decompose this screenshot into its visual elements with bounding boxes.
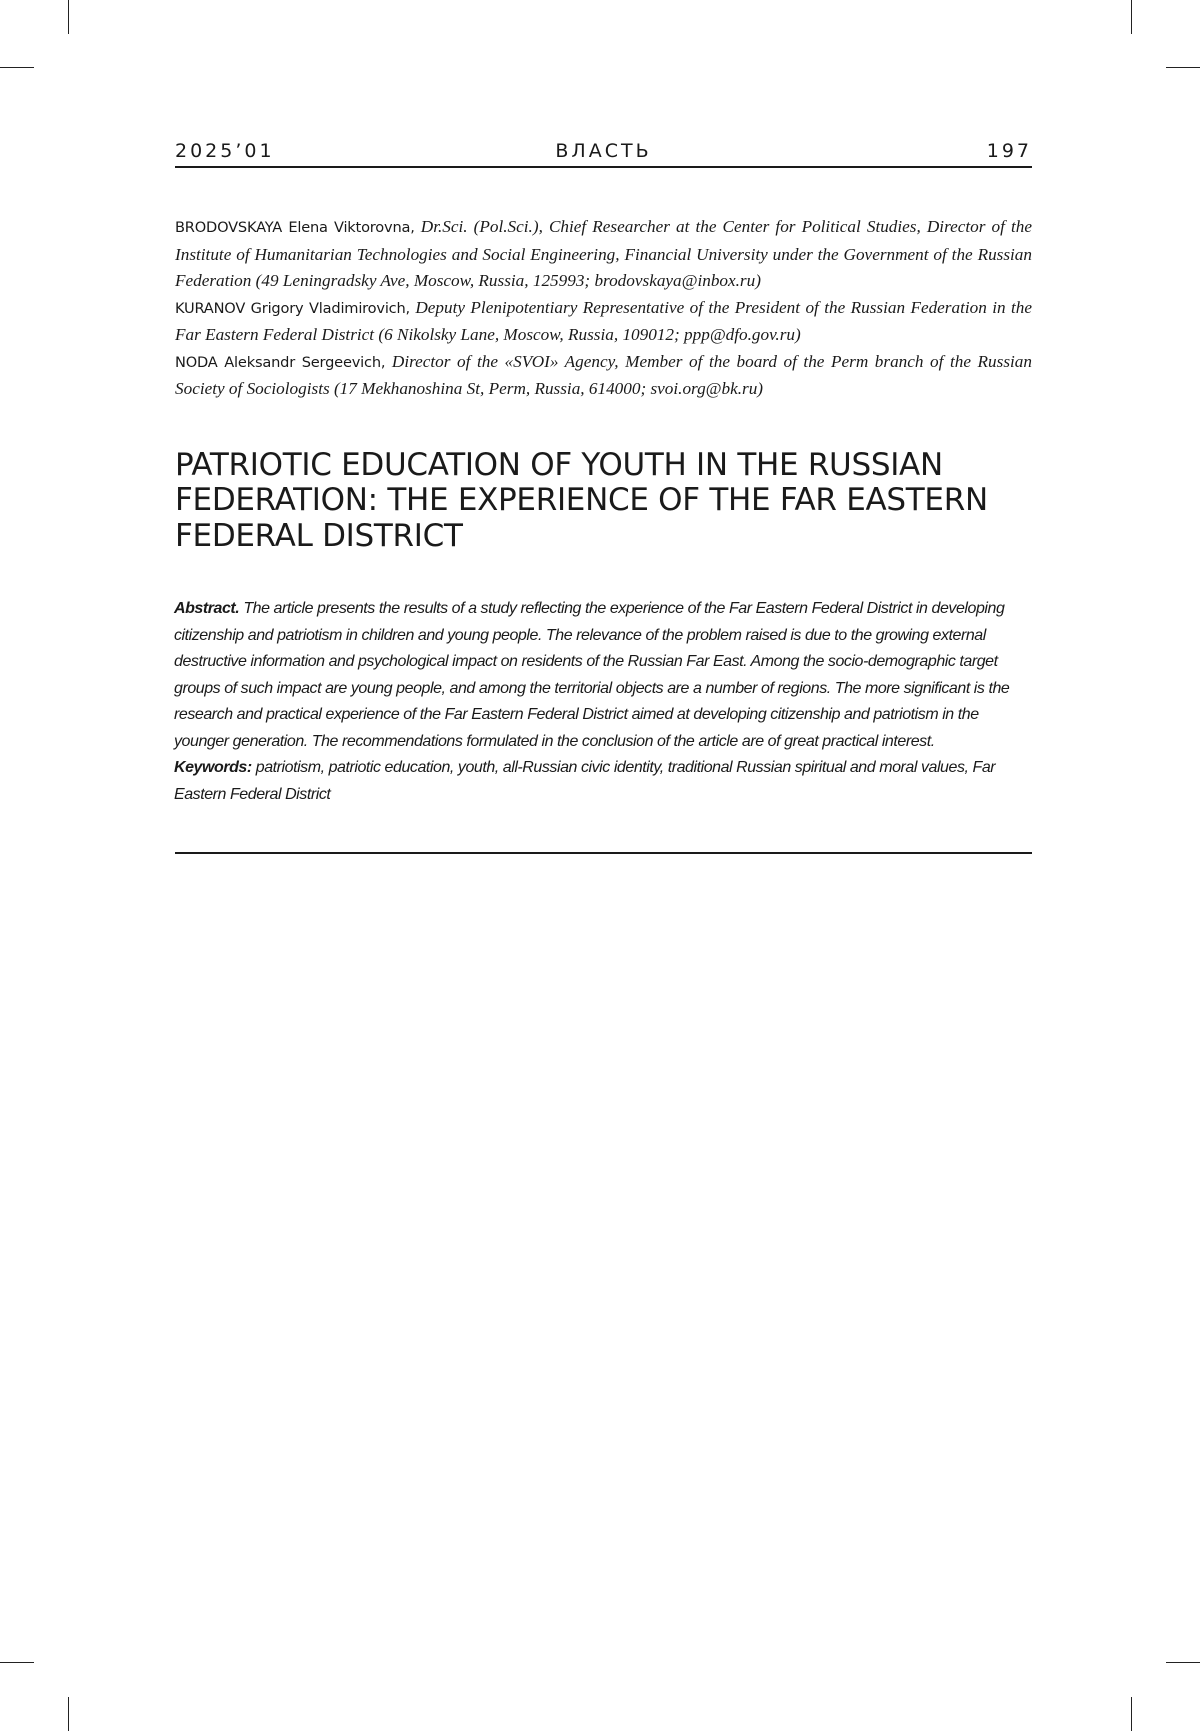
abstract-section xyxy=(174,596,1032,808)
page-number: 197 xyxy=(986,140,1032,162)
keywords-label: Keywords: xyxy=(174,759,252,776)
author-details: Dr.Sci. (Pol.Sci.), Chief Researcher at the Center for Political Studies, Director of the Institute of Humanitarian Technologies and Social Engineering, Financial University under the Government of the Russian Federation (49 Leningradsky Ave, Moscow, Russia, 125993; brodovskaya@inbox.ru) xyxy=(175,217,1032,290)
keywords xyxy=(174,755,1032,808)
crop-mark xyxy=(68,0,69,34)
journal-name: ВЛАСТЬ xyxy=(555,140,652,162)
author-details: Director of the «SVOI» Agency, Member of the board of the Perm branch of the Russian Society of Sociologists (17 Mekhanoshina St, Perm, Russia, 614000; svoi.org@bk.ru) xyxy=(175,351,1032,398)
page xyxy=(175,138,1032,854)
crop-mark xyxy=(1131,0,1132,34)
crop-mark xyxy=(68,1697,69,1731)
keywords-text: patriotism, patriotic education, youth, all-Russian civic identity, traditional Russian spiritual and moral values, Far Eastern Federal District xyxy=(174,759,996,803)
author-details: Deputy Plenipotentiary Representative of the President of the Russian Federation in the Far Eastern Federal District (6 Nikolsky Lane, Moscow, Russia, 109012; ppp@dfo.gov.ru) xyxy=(175,297,1032,344)
issue-number: 2025’01 xyxy=(175,140,275,162)
author-entry xyxy=(175,349,1032,403)
crop-mark xyxy=(0,1662,34,1663)
author-entry xyxy=(175,295,1032,349)
crop-mark xyxy=(1166,1662,1200,1663)
author-name: BRODOVSKAYA Elena Viktorovna, xyxy=(175,219,415,236)
abstract-label: Abstract. xyxy=(174,600,240,617)
author-name: NODA Aleksandr Sergeevich, xyxy=(175,353,386,371)
running-head xyxy=(175,138,1032,168)
author-name: KURANOV Grigory Vladimirovich, xyxy=(175,299,410,317)
crop-mark xyxy=(1131,1697,1132,1731)
article-title: PATRIOTIC EDUCATION OF YOUTH IN THE RUSSIAN FEDERATION: THE EXPERIENCE OF THE FAR EASTERN FEDERAL DISTRICT xyxy=(175,446,988,554)
crop-mark xyxy=(1166,67,1200,68)
author-list xyxy=(175,214,1032,403)
author-entry xyxy=(175,214,1032,295)
section-divider xyxy=(175,852,1032,854)
abstract xyxy=(174,596,1032,755)
abstract-text: The article presents the results of a study reflecting the experience of the Far Eastern Federal District in developing citizenship and patriotism in children and young people. The relevance of the problem raised is due to the growing external destructive information and psychological impact on residents of the Russian Far East. Among the socio-demographic target groups of such impact are young people, and among the territorial objects are a number of regions. The more significant is the research and practical experience of the Far Eastern Federal District aimed at developing citizenship and patriotism in the younger generation. The recommendations formulated in the conclusion of the article are of great practical interest. xyxy=(174,600,1010,750)
crop-mark xyxy=(0,67,34,68)
